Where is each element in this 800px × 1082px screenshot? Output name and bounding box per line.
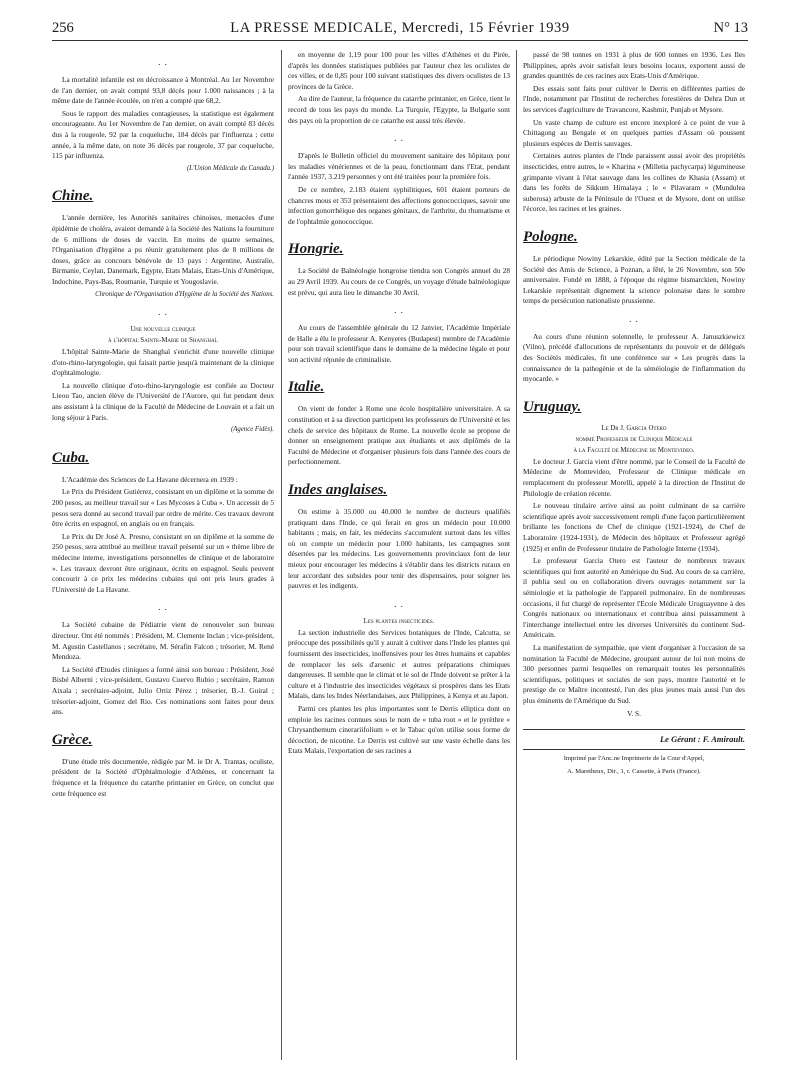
- paragraph: La manifestation de sympathie, que vient d'organiser à l'occasion de sa nomination la Faculté de Médecine, groupant autour de lui non moins de 300 personnes parmi lesquelles on remarquait toutes les personnalités scientifiques, politiques et sociales de son pays, montre l'autorité et le prestige de ce Maître incontesté, l'un des plus jeunes mais aussi l'un des plus éminents de l'Amérique du Sud.: [523, 642, 745, 705]
- subheading: nommé Professeur de Clinique Médicale: [575, 435, 693, 443]
- author-initials: V. S.: [627, 708, 641, 718]
- column-2: [288, 50, 510, 759]
- paragraph: en moyenne de 1,19 pour 100 pour les villes d'Athènes et du Pirée, d'après les données statistiques publiées par l'auteur chez les oculistes de ces villes, et de 0,85 pour 100 suivant statistiques des divers oculistes de 13 provinces de la Grèce.: [288, 50, 510, 91]
- page-header: [52, 18, 748, 41]
- ornament: . .: [158, 307, 168, 318]
- section-title-hongrie: Hongrie.: [288, 241, 344, 258]
- paragraph: Des essais sont faits pour cultiver le Derris en différentes parties de l'Inde, notamment par l'Institut de recherches forestières de Dehra Dun et les services d'agriculture de Travancore, Kashmir, Punjab et Mysore.: [523, 83, 745, 114]
- ornament: . .: [394, 598, 404, 609]
- subheading: à la Faculté de Médecine de Montevideo.: [573, 446, 695, 454]
- imprint-line: A. Maretheux, Dir., 1, r. Cassette, à Paris (France).: [567, 767, 701, 775]
- paragraph: Le nouveau titulaire arrive ainsi au point culminant de sa carrière scientifique après avoir successivement rempli d'une façon particulièrement brillante les fonctions de Chef de clinique (1921-1924), de Chef de Laboratoire (1924-1931), de Médecin des hôpitaux et Professeur agrégé (1925) et enfin de Professeur titulaire de Pathologie Interne (1934).: [523, 501, 745, 553]
- paragraph: Au cours d'une réunion solennelle, le professeur A. Januszkiewicz (Vilno), précédé d'allocutions de représentants du pouvoir et de délégués des Sociétés médicales, fit une conférence sur « Les progrès dans la connaissance de la pathogénie et de la séméiologie de l'inflammation du myocarde. »: [523, 331, 745, 384]
- section-title-grece: Grèce.: [52, 731, 93, 748]
- subheading: Une nouvelle clinique: [130, 326, 196, 334]
- paragraph: L'année dernière, les Autorités sanitaires chinoises, menacées d'une épidémie de choléra, avaient demandé à la Société des Nations la fourniture de 6 millions de doses de vaccin. En moins de quatre semaines, l'Organisation d'hygiène a pu réunir gratuitement plus de 8 millions de doses, grâce au concours bénévole de 13 pays : Argentine, Australie, Birmanie, Ceylan, Danemark, Egypte, Etats Malais, Etats-Unis d'Amérique, Indochine, Pays-Bas, Roumanie, Turquie et Yougoslavie.: [52, 213, 274, 286]
- section-title-uruguay: Uruguay.: [523, 398, 582, 415]
- ornament: . .: [394, 133, 404, 144]
- paragraph: L'hôpital Sainte-Marie de Shanghaï s'enrichit d'une nouvelle clinique d'oto-rhino-laryngologie, qui faisait partie jusqu'à maintenant de la clinique d'ophtalmologie.: [52, 347, 274, 378]
- ornament: . .: [158, 602, 168, 613]
- column-divider: [281, 50, 282, 1060]
- page-number: 256: [52, 20, 74, 36]
- paragraph: L'Académie des Sciences de La Havane décernera en 1939 :: [62, 474, 238, 484]
- paragraph: Le docteur J. Garcia vient d'être nommé, par le Conseil de la Faculté de Médecine de Montevideo, Professeur de Clinique médicale en remplacement du professeur Morelli, appelé à la direction de l'Institut de Philologie de création récente.: [523, 456, 745, 498]
- section-title-indes: Indes anglaises.: [288, 482, 388, 499]
- column-divider: [516, 50, 517, 1060]
- gerant-line: Le Gérant : F. Amirault.: [523, 729, 745, 750]
- paragraph: Sous le rapport des maladies contagieuses, la statistique est également encourageante. Au 1er Novembre de l'an dernier, on avait compté 83 décès dus à la rougeole, 92 par la coqueluche, 184 décès par l'influenza ; cette année, à la même date, on note 36 décès par rougeole, 37 par coqueluche, 115 par influenza.: [52, 108, 274, 161]
- section-title-pologne: Pologne.: [523, 228, 578, 245]
- paragraph: Parmi ces plantes les plus importantes sont le Derris elliptica dont on emploie les racines connues sous le nom de « tuba root » et le pyrèthre « Chrysanthemum cinerariifolium » et le Tabac qu'on utilise sous forme de décoction, de nicotine. Le Derris est cultivé sur une vaste échelle dans les Etats Malais, l'exportation de ses racines a: [288, 703, 510, 756]
- paragraph: D'après le Bulletin officiel du mouvement sanitaire des hôpitaux pour les maladies vénériennes et de la peau, fonctionnant dans l'Etat, pendant l'année 1937, 3.219 personnes y ont été traitées pour la première fois.: [288, 151, 510, 182]
- ornament: . .: [394, 305, 404, 316]
- paragraph: La section industrielle des Services botaniques de l'Inde, Calcutta, se préoccupe des possibilités qu'il y aurait à cultiver dans l'Inde les plantes qui fournissent des insecticides, inoffensives pour les êtres humains et capables de remplacer les sels d'arsenic et autres préparations chimiques dangereuses. Il semble que le climat et le sol de l'Inde doivent se prêter à la culture et à l'industrie des insecticides végétaux si prospères dans les Etats Malais, dans les Indes Néerlandaises, aux Philippines, à Kenya et au Japon.: [288, 627, 510, 701]
- subheading: Les plantes insecticides.: [363, 617, 435, 625]
- paragraph: La nouvelle clinique d'oto-rhino-laryngologie est confiée au Docteur Lieou Tao, ancien élève de l'Université de l'Aurore, qui fut pendant deux ans assistant à la clinique de la Faculté de Médecine de Louvain et a fait un long séjour à Paris.: [52, 380, 274, 422]
- paragraph: Au dire de l'auteur, la fréquence du catarrhe printanier, en Grèce, tient le record de tous les pays du monde. La Turquie, l'Egypte, la Bulgarie sont des pays où la proportion de ce catarrhe est aussi très élevée.: [288, 94, 510, 125]
- paragraph: La mortalité infantile est en décroissance à Montréal. Au 1er Novembre de l'an dernier, on avait compté 93,8 décès pour 1.000 naissances ; à la même date de l'année écoulée, on n'en a compté que 68,2.: [52, 75, 274, 106]
- paragraph: D'une étude très documentée, rédigée par M. le Dr A. Trantas, oculiste, président de la Société d'Ophtalmologie d'Athènes, et concernant la fréquence et la fréquence du catarrhe printanier en Grèce, on conclut que cette fréquence est: [52, 756, 274, 798]
- subheading: à l'hôpital Sainte-Marie de Shanghaï.: [108, 337, 218, 345]
- paragraph: De ce nombre, 2.183 étaient syphilitiques, 601 étaient porteurs de chancres mous et 353 présentaient des affections gonococciques, savoir une infection gonorrhéique des organes génitaux, de l'arthrite, du rhumatisme et de l'ophtalmie gonococcique.: [288, 184, 510, 226]
- paragraph: Le périodique Nowiny Lekarskie, édité par la Section médicale de la Société des Amis de Science, à Poznan, a fêté, le 26 Novembre, son 50e anniversaire. Fondé en 1888, à l'époque du régime bismarckien, Nowiny Lekarskie représentait dignement la science polonaise dans le sombre temps de persécution nationaliste prussienne.: [523, 253, 745, 306]
- journal-title: LA PRESSE MEDICALE, Mercredi, 15 Février 1939: [230, 20, 570, 36]
- paragraph: La Société cubaine de Pédiatrie vient de renouveler son bureau directeur. Ont été nommés : Président, M. Clemente Inclan ; vice-président, M. Agustin Castellanos ; secrétaire, M. Sérafin Falcon ; trésorier, M. René Mendoza.: [52, 620, 274, 662]
- paragraph: Un vaste champ de culture est encore inexploré à ce point de vue à Chittagong au Bengale et en quelques parties d'Assam où poussent plusieurs espèces de Derris sauvages.: [523, 117, 745, 148]
- column-1: [52, 50, 274, 801]
- issue-number: N° 13: [713, 20, 748, 36]
- paragraph: Au cours de l'assemblée générale du 12 Janvier, l'Académie Impériale de Halle a élu le professeur A. Kenyeres (Budapest) membre de l'Académie pour son travail scientifique dans le domaine de la médecine légale et pour son activité réputée de criminaliste.: [288, 323, 510, 364]
- paragraph: La Société de Balnéologie hongroise tiendra son Congrès annuel du 28 au 29 Avril 1939. Au cours de ce Congrès, un voyage d'étude balnéologique est prévu, qui aura lieu le dimanche 30 Avril.: [288, 266, 510, 297]
- paragraph: Le professeur Garcia Otero est l'auteur de nombreux travaux scientifiques qui font autorité en Amérique du Sud. Au cours de sa carrière, il publia seul ou en collaboration divers ouvrages notamment sur la sémiologie et la pathologie de l'appareil pulmonaire. En de nombreuses occasions, il fut chargé de représenter l'Ecole Médicale Uruguayenne à des Congrès nationaux ou internationaux et contribua ainsi puissamment à l'interchange intellectuel entre les diverses Universités du continent Sud-Américain.: [523, 556, 745, 640]
- ornament: . .: [158, 57, 168, 67]
- subheading: Le Dr J. Garcia Otero: [601, 424, 667, 432]
- paragraph: Certaines autres plantes de l'Inde paraissent aussi avoir des propriétés insecticides, entre autres, le « Kharina » (Milletia pachycarpa) légumineuse grimpante vivant à l'état sauvage dans les collines de Khasia (Assam) et dans les forêts de Sikkum Himalaya ; le « Pilavaram » (Mundulea suberosa) arbuste de la Péninsule de l'Ouest et de Mysore, dont on utilise l'écorce, les racines et les graines.: [523, 151, 745, 214]
- paragraph: Le Prix du Président Gutiérrez, consistant en un diplôme et la somme de 200 pesos, au meilleur travail sur « Les Mycoses à Cuba ». Un accessit de 5 pesos sera donné au second travail par ordre de mérite. Ces travaux devront être écrits en espagnol, en anglais ou en français.: [52, 487, 274, 529]
- paragraph: On estime à 35.000 ou 40.000 le nombre de docteurs qualifiés pratiquant dans l'Inde, ce qui ferait en gros un médecin pour 10.000 habitants ; mais, en fait, les médecins s'accumulent surtout dans les villes où on compte un médecin pour 1.000 habitants, les campagnes sont désertées par les médecins. Les gouvernements provinciaux font de leur mieux pour encourager les médecins à s'établir dans les districts ruraux en leur accordant des subsides pour tenir des dispensaires, pour soigner les pauvres et les indigents.: [288, 507, 510, 591]
- ornament: . .: [629, 313, 639, 324]
- section-title-cuba: Cuba.: [52, 449, 90, 466]
- source-citation: (L'Union Médicale du Canada.): [186, 164, 274, 172]
- section-title-chine: Chine.: [52, 188, 94, 205]
- paragraph: On vient de fonder à Rome une école hospitalière universitaire. A sa constitution et à sa direction participent les professeurs de l'Université et les chefs de service des hôpitaux de Rome. La nouvelle école se propose de donner un enseignement pratique aux étudiants et aux diplômés de la Faculté de Médecine et d'organiser plusieurs fois dans l'année des cours de perfectionnement.: [288, 404, 510, 467]
- source-citation: (Agence Fidès).: [230, 426, 274, 434]
- paragraph: La Société d'Etudes cliniques a formé ainsi son bureau : Président, José Bisbé Alberni ; vice-président, Gustavo Cuervo Rubio ; secrétaire, Ramon Aixala ; secrétaire-adjoint, Julio Ortiz Pérez ; trésorier, B.-J. Guiral ; trésorier-adjoint, Gomez del Rio. Ces nominations sont faites pour deux ans.: [52, 664, 274, 717]
- imprint-line: Imprimé par l'Anc.ne Imprimerie de la Cour d'Appel,: [563, 754, 705, 762]
- paragraph: passé de 98 tonnes en 1931 à plus de 600 tonnes en 1936. Les Iles Philippines, après avoir satisfait leurs besoins locaux, exportent aussi de grandes quantités de ces racines aux Etats-Unis d'Amérique.: [523, 50, 745, 81]
- column-3: [523, 50, 745, 776]
- section-title-italie: Italie.: [288, 379, 325, 396]
- paragraph: Le Prix du Dr José A. Presno, consistant en un diplôme et la somme de 250 pesos, sera attribué au meilleur travail présenté sur un « thème libre de médecine interne, investigations personnelles de clinique et de laboratoire ». Les travaux devront être originaux, écrits en espagnol. Seuls peuvent concourir à ce prix les médecins cubains qui ont pris leurs grades à l'Université de La Havane.: [52, 531, 274, 594]
- source-citation: Chronique de l'Organisation d'Hygiène de la Société des Nations.: [95, 290, 274, 298]
